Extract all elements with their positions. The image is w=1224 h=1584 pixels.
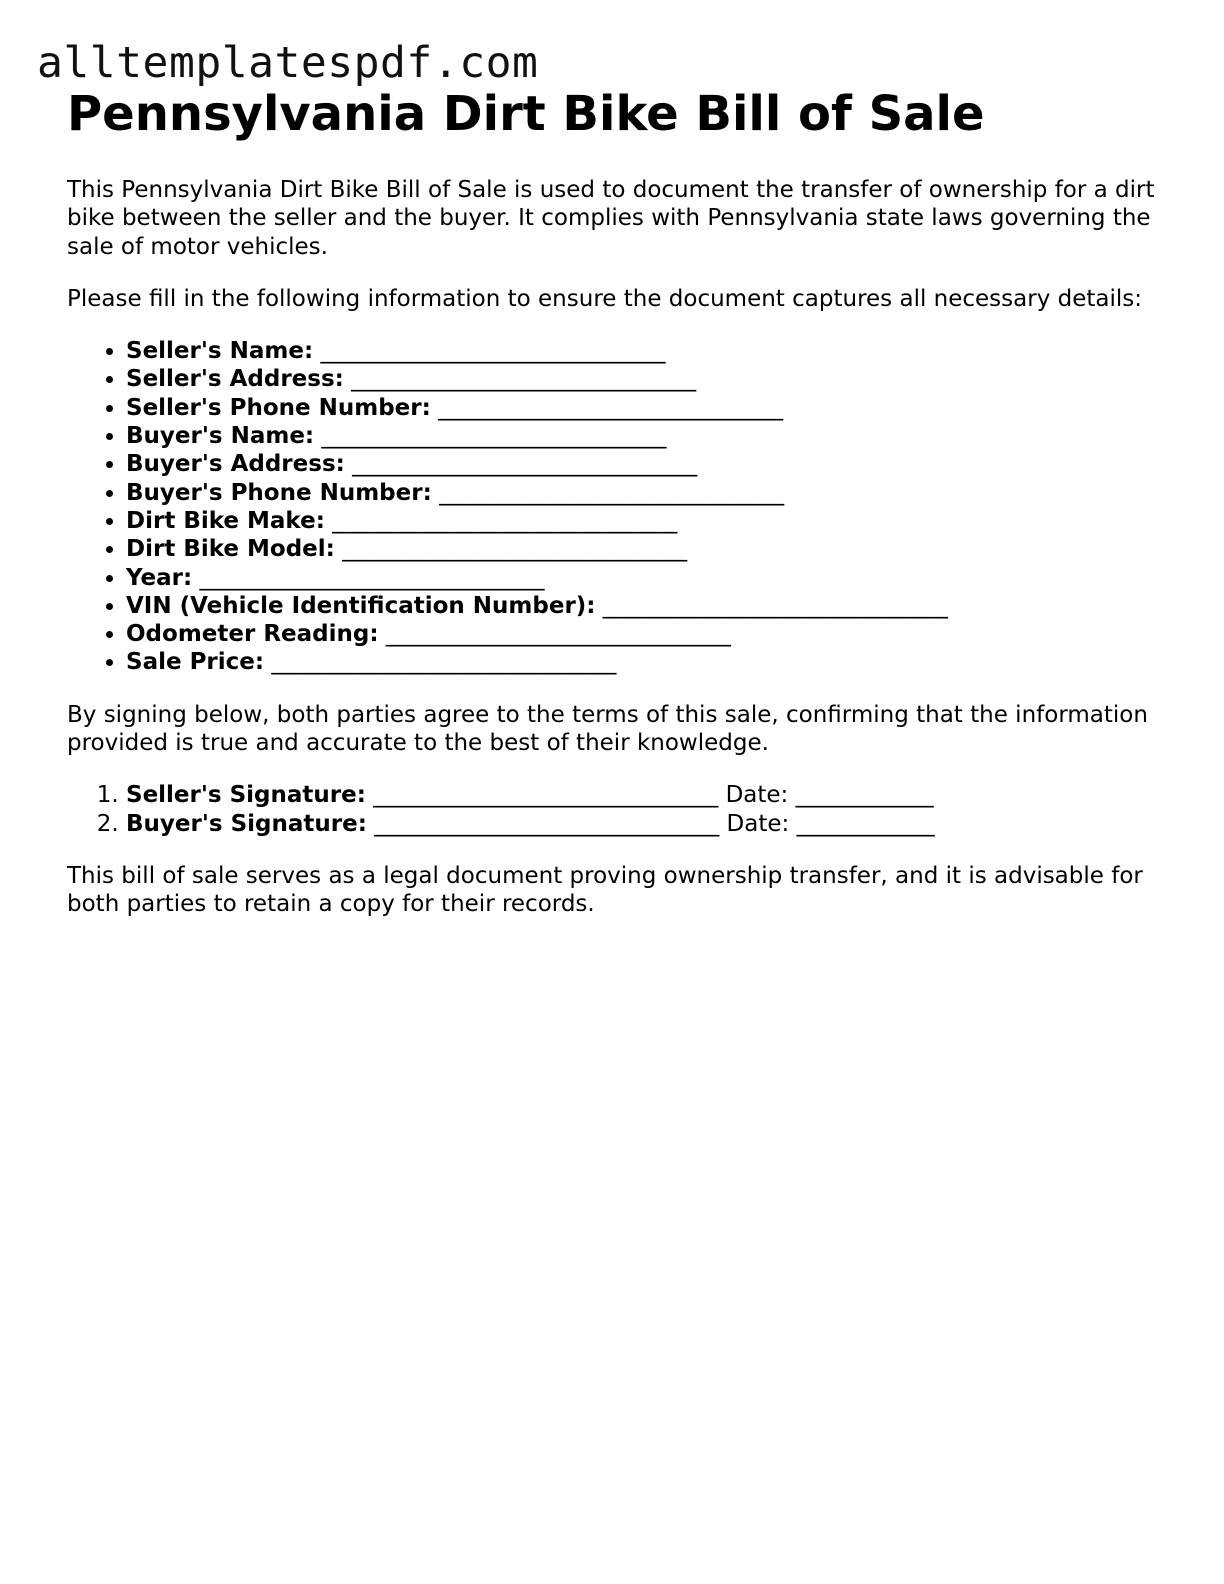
site-watermark: alltemplatespdf.com [37,38,539,88]
field-label: Buyer's Address: [126,451,345,478]
field-item-seller-phone [126,394,1167,422]
field-label: Odometer Reading: [126,621,379,648]
field-label: VIN (Vehicle Identification Number): [126,592,596,619]
field-label: Sale Price: [126,649,265,676]
field-label: Seller's Name: [126,338,314,365]
date-label: Date: [725,782,789,809]
signature-list [67,781,1167,838]
signature-label: Seller's Signature: [126,782,366,809]
field-label: Year: [126,564,193,591]
field-blank[interactable]: ______________________________ [334,536,688,563]
field-item-buyer-phone [126,479,1167,507]
field-item-seller-name [126,337,1167,365]
field-blank[interactable]: ______________________________ [192,564,545,591]
field-label: Dirt Bike Make: [126,507,325,534]
field-blank[interactable]: ______________________________ [378,621,731,648]
field-blank[interactable]: ______________________________ [431,479,785,506]
field-label: Buyer's Phone Number: [126,479,432,506]
field-blank[interactable]: ______________________________ [314,423,667,450]
field-item-year [126,564,1167,592]
field-blank[interactable]: ______________________________ [264,649,617,676]
field-blank[interactable]: ______________________________ [343,366,697,393]
signature-blank[interactable]: ______________________________ [366,810,727,837]
field-blank[interactable]: ______________________________ [344,451,698,478]
document-title: Pennsylvania Dirt Bike Bill of Sale [67,86,985,142]
field-item-bike-model [126,535,1167,563]
field-label: Seller's Phone Number: [126,394,431,421]
field-blank[interactable]: ______________________________ [324,507,678,534]
field-label: Dirt Bike Model: [126,536,335,563]
field-item-bike-make [126,507,1167,535]
field-blank[interactable]: ______________________________ [595,592,948,619]
signing-statement: By signing below, both parties agree to the terms of this sale, confirming that the information provided is true and accurate to the best of their knowledge. [67,701,1148,757]
date-label: Date: [726,810,790,837]
field-item-seller-address [126,365,1167,393]
field-blank[interactable]: ______________________________ [313,338,666,365]
fill-instructions: Please fill in the following information to ensure the document captures all necessary details: [67,285,1142,312]
signature-blank[interactable]: ______________________________ [365,782,726,809]
date-blank[interactable]: ____________ [788,782,934,809]
field-item-odometer [126,620,1167,648]
field-blank[interactable]: ______________________________ [430,394,784,421]
field-item-vin [126,592,1167,620]
field-list [67,337,1167,677]
intro-paragraph: This Pennsylvania Dirt Bike Bill of Sale is used to document the transfer of ownership for a dirt bike between the seller and the buyer. It complies with Pennsylvania state laws governing the sale of motor vehicles. [67,177,1155,260]
field-label: Buyer's Name: [126,423,315,450]
date-blank[interactable]: ____________ [789,810,935,837]
field-label: Seller's Address: [126,366,344,393]
field-item-buyer-address [126,450,1167,478]
signature-item-seller [126,781,1167,809]
bill-of-sale-document [67,84,1167,919]
closing-paragraph: This bill of sale serves as a legal document proving ownership transfer, and it is advisable for both parties to retain a copy for their records. [67,862,1143,918]
field-item-buyer-name [126,422,1167,450]
field-item-sale-price [126,648,1167,676]
signature-label: Buyer's Signature: [126,810,367,837]
signature-item-buyer [126,810,1167,838]
